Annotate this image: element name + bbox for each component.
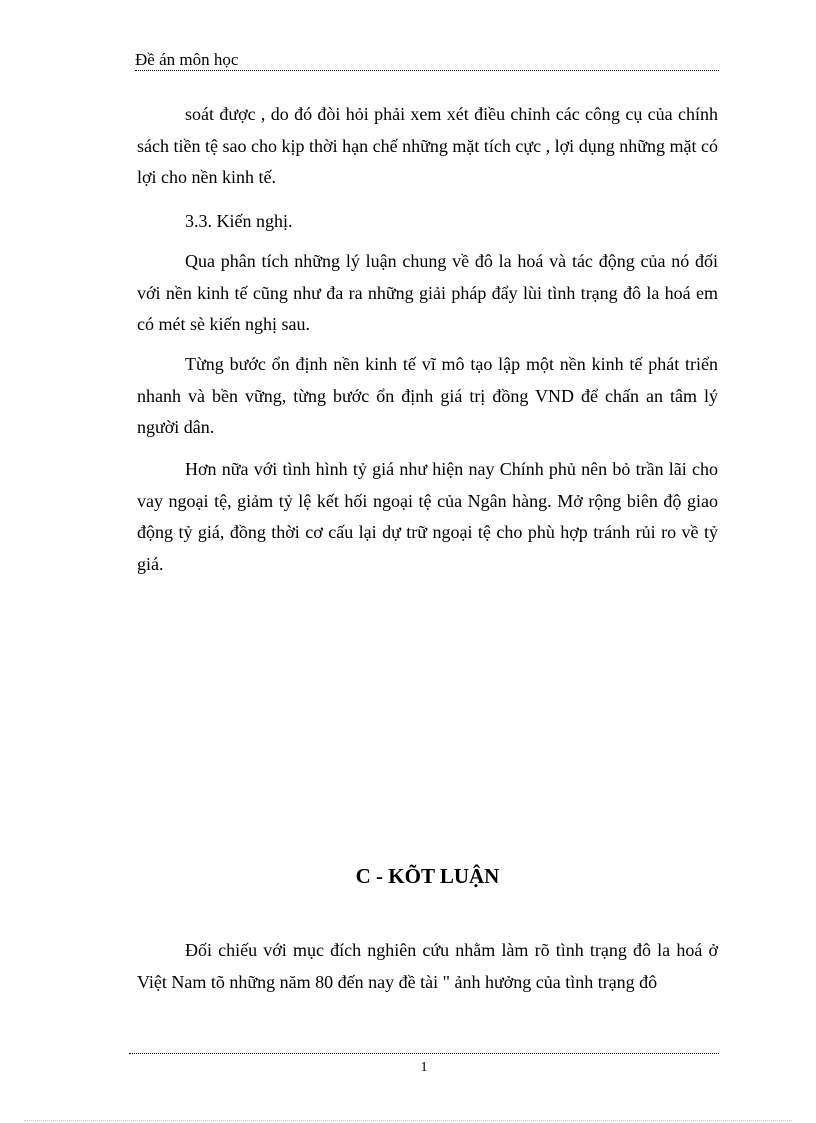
paragraph-text: Hơn nữa với tình hình tỷ giá như hiện nay Chính phủ nên bỏ trần lãi cho vay ngoại tệ, giảm tỷ lệ kết hối ngoại tệ của Ngân hàng. Mở rộng biên độ giao động tỷ giá, đồng thời cơ cấu lại dự trữ ngoại tệ cho phù hợp tránh rủi ro về tỷ giá. <box>137 459 718 574</box>
page-number: 1 <box>420 1060 428 1075</box>
paragraph-exchange-rate <box>137 454 718 580</box>
paragraph-text: Từng bước ổn định nền kinh tế vĩ mô tạo lập một nền kinh tế phát triển nhanh và bền vững, từng bước ổn định giá trị đồng VND để chấn an tâm lý người dân. <box>137 354 718 437</box>
paragraph-text: Đối chiếu với mục đích nghiên cứu nhằm làm rõ tình trạng đô la hoá ở Việt Nam tõ những năm 80 đến nay đề tài " ảnh hưởng của tình trạng đô <box>137 940 718 992</box>
footer-divider <box>129 1053 719 1054</box>
paragraph-policy-adjustment <box>137 99 718 194</box>
subsection-title: 3.3. Kiến nghị. <box>185 211 293 231</box>
paragraph-analysis <box>137 246 718 341</box>
page-header: Đề án môn học <box>135 50 719 71</box>
paragraph-macro-stability <box>137 349 718 444</box>
paragraph-text: Qua phân tích những lý luận chung về đô la hoá và tác động của nó đối với nền kinh tế cũng như đa ra những giải pháp đẩy lùi tình trạng đô la hoá em có mét sè kiến nghị sau. <box>137 251 718 334</box>
section-heading-conclusion: C - KÕT LUẬN <box>355 864 500 888</box>
subsection-heading <box>137 206 718 238</box>
paragraph-conclusion <box>137 935 718 998</box>
page-edge-divider <box>24 1120 792 1121</box>
paragraph-text: soát được , do đó đòi hỏi phải xem xét điều chỉnh các công cụ của chính sách tiền tệ sao cho kịp thời hạn chế những mặt tích cực , lợi dụng những mặt có lợi cho nền kinh tế. <box>137 104 718 187</box>
